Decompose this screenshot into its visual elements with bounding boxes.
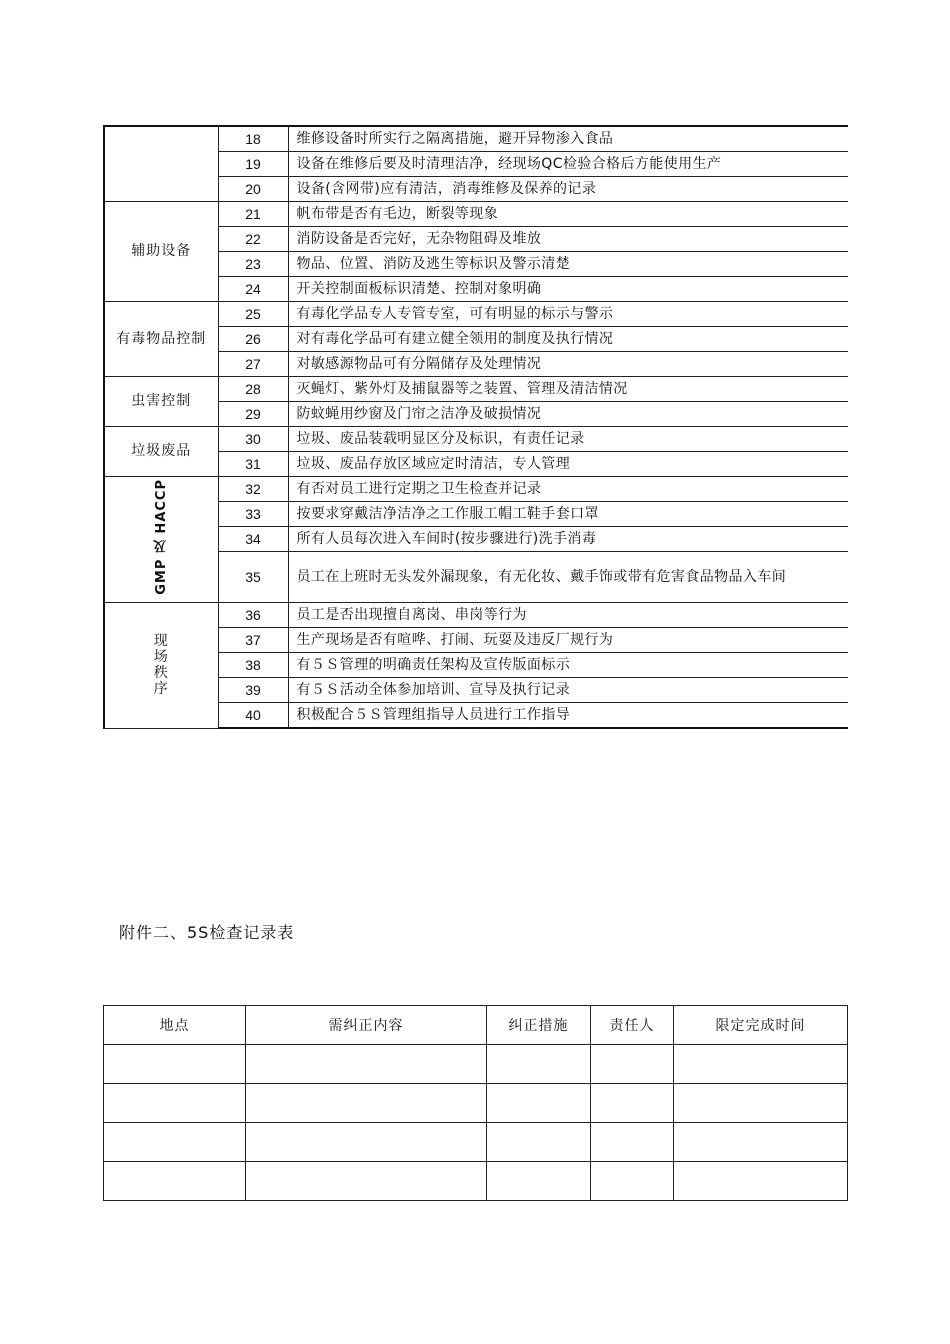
category-label: 有毒物品控制 xyxy=(116,330,207,347)
item-number: 24 xyxy=(218,277,288,302)
record-header-row xyxy=(104,1006,848,1045)
category-cell xyxy=(104,377,218,427)
checklist-body xyxy=(104,126,848,728)
item-description: 设备在维修后要及时清理洁净，经现场QC检验合格后方能使用生产 xyxy=(288,152,848,177)
item-description: 垃圾、废品存放区域应定时清洁，专人管理 xyxy=(288,452,848,477)
record-cell[interactable] xyxy=(674,1123,848,1162)
item-number: 20 xyxy=(218,177,288,202)
category-label: 垃圾废品 xyxy=(131,443,192,459)
category-cell xyxy=(104,202,218,302)
item-description: 有毒化学品专人专管专室，可有明显的标示与警示 xyxy=(288,302,848,327)
item-number: 18 xyxy=(218,126,288,152)
item-number: 40 xyxy=(218,703,288,729)
checklist-row xyxy=(104,477,848,502)
record-cell[interactable] xyxy=(591,1084,674,1123)
record-cell[interactable] xyxy=(104,1084,246,1123)
header-responsible-person: 责任人 xyxy=(591,1006,674,1045)
item-number: 38 xyxy=(218,653,288,678)
record-row xyxy=(104,1084,848,1123)
item-number: 33 xyxy=(218,502,288,527)
item-number: 23 xyxy=(218,252,288,277)
item-number: 35 xyxy=(218,552,288,603)
record-cell[interactable] xyxy=(487,1123,591,1162)
item-description: 物品、位置、消防及逃生等标识及警示清楚 xyxy=(288,252,848,277)
category-cell xyxy=(104,603,218,729)
item-description: 设备(含网带)应有清洁，消毒维修及保养的记录 xyxy=(288,177,848,202)
item-number: 37 xyxy=(218,628,288,653)
checklist-row xyxy=(104,302,848,327)
record-body xyxy=(104,1045,848,1201)
item-number: 19 xyxy=(218,152,288,177)
item-description: 有否对员工进行定期之卫生检查并记录 xyxy=(288,477,848,502)
header-location: 地点 xyxy=(104,1006,246,1045)
item-description: 帆布带是否有毛边，断裂等现象 xyxy=(288,202,848,227)
record-cell[interactable] xyxy=(674,1084,848,1123)
item-description: 维修设备时所实行之隔离措施，避开异物渗入食品 xyxy=(288,126,848,152)
category-cell xyxy=(104,302,218,377)
record-row xyxy=(104,1045,848,1084)
item-description: 积极配合５Ｓ管理组指导人员进行工作指导 xyxy=(288,703,848,729)
header-deadline: 限定完成时间 xyxy=(674,1006,848,1045)
item-description: 防蚊蝇用纱窗及门帘之洁净及破损情况 xyxy=(288,402,848,427)
record-cell[interactable] xyxy=(591,1162,674,1201)
checklist-row xyxy=(104,603,848,628)
item-number: 22 xyxy=(218,227,288,252)
category-cell xyxy=(104,427,218,477)
item-description: 开关控制面板标识清楚、控制对象明确 xyxy=(288,277,848,302)
checklist-row xyxy=(104,126,848,152)
item-description: 有５Ｓ活动全体参加培训、宣导及执行记录 xyxy=(288,678,848,703)
item-description: 有５Ｓ管理的明确责任架构及宣传版面标示 xyxy=(288,653,848,678)
item-number: 29 xyxy=(218,402,288,427)
item-number: 25 xyxy=(218,302,288,327)
item-number: 36 xyxy=(218,603,288,628)
item-number: 32 xyxy=(218,477,288,502)
item-description: 按要求穿戴洁净洁净之工作服工帽工鞋手套口罩 xyxy=(288,502,848,527)
item-number: 31 xyxy=(218,452,288,477)
inspection-checklist-table xyxy=(103,125,848,729)
item-description: 员工是否出现擅自离岗、串岗等行为 xyxy=(288,603,848,628)
category-label: 虫害控制 xyxy=(131,393,192,409)
item-description: 灭蝇灯、紫外灯及捕鼠器等之装置、管理及清洁情况 xyxy=(288,377,848,402)
record-cell[interactable] xyxy=(487,1162,591,1201)
item-description: 员工在上班时无头发外漏现象，有无化妆、戴手饰或带有危害食品物品入车间 xyxy=(288,552,848,603)
item-number: 39 xyxy=(218,678,288,703)
record-cell[interactable] xyxy=(674,1045,848,1084)
category-cell xyxy=(104,126,218,202)
record-cell[interactable] xyxy=(487,1084,591,1123)
item-description: 生产现场是否有喧哗、打闹、玩耍及违反厂规行为 xyxy=(288,628,848,653)
category-label: 现场秩序 xyxy=(153,632,169,697)
item-number: 21 xyxy=(218,202,288,227)
item-number: 34 xyxy=(218,527,288,552)
checklist-row xyxy=(104,377,848,402)
record-cell[interactable] xyxy=(104,1123,246,1162)
header-correction-content: 需纠正内容 xyxy=(246,1006,487,1045)
item-number: 30 xyxy=(218,427,288,452)
attachment-title: 附件二、5S检查记录表 xyxy=(119,923,295,942)
inspection-record-table xyxy=(103,1005,848,1201)
item-number: 27 xyxy=(218,352,288,377)
item-number: 28 xyxy=(218,377,288,402)
record-cell[interactable] xyxy=(487,1045,591,1084)
record-cell[interactable] xyxy=(104,1162,246,1201)
record-cell[interactable] xyxy=(246,1123,487,1162)
record-cell[interactable] xyxy=(246,1084,487,1123)
record-row xyxy=(104,1162,848,1201)
item-description: 所有人员每次进入车间时(按步骤进行)洗手消毒 xyxy=(288,527,848,552)
record-cell[interactable] xyxy=(246,1045,487,1084)
record-cell[interactable] xyxy=(674,1162,848,1201)
record-row xyxy=(104,1123,848,1162)
record-cell[interactable] xyxy=(591,1123,674,1162)
item-description: 消防设备是否完好，无杂物阻碍及堆放 xyxy=(288,227,848,252)
item-description: 垃圾、废品装载明显区分及标识，有责任记录 xyxy=(288,427,848,452)
category-label: GMP 及 HACCP xyxy=(153,479,169,595)
record-cell[interactable] xyxy=(246,1162,487,1201)
item-description: 对有毒化学品可有建立健全领用的制度及执行情况 xyxy=(288,327,848,352)
record-cell[interactable] xyxy=(591,1045,674,1084)
category-cell xyxy=(104,477,218,603)
header-corrective-action: 纠正措施 xyxy=(487,1006,591,1045)
item-number: 26 xyxy=(218,327,288,352)
record-cell[interactable] xyxy=(104,1045,246,1084)
category-label: 辅助设备 xyxy=(131,243,192,259)
item-description: 对敏感源物品可有分隔储存及处理情况 xyxy=(288,352,848,377)
checklist-row xyxy=(104,202,848,227)
checklist-row xyxy=(104,427,848,452)
